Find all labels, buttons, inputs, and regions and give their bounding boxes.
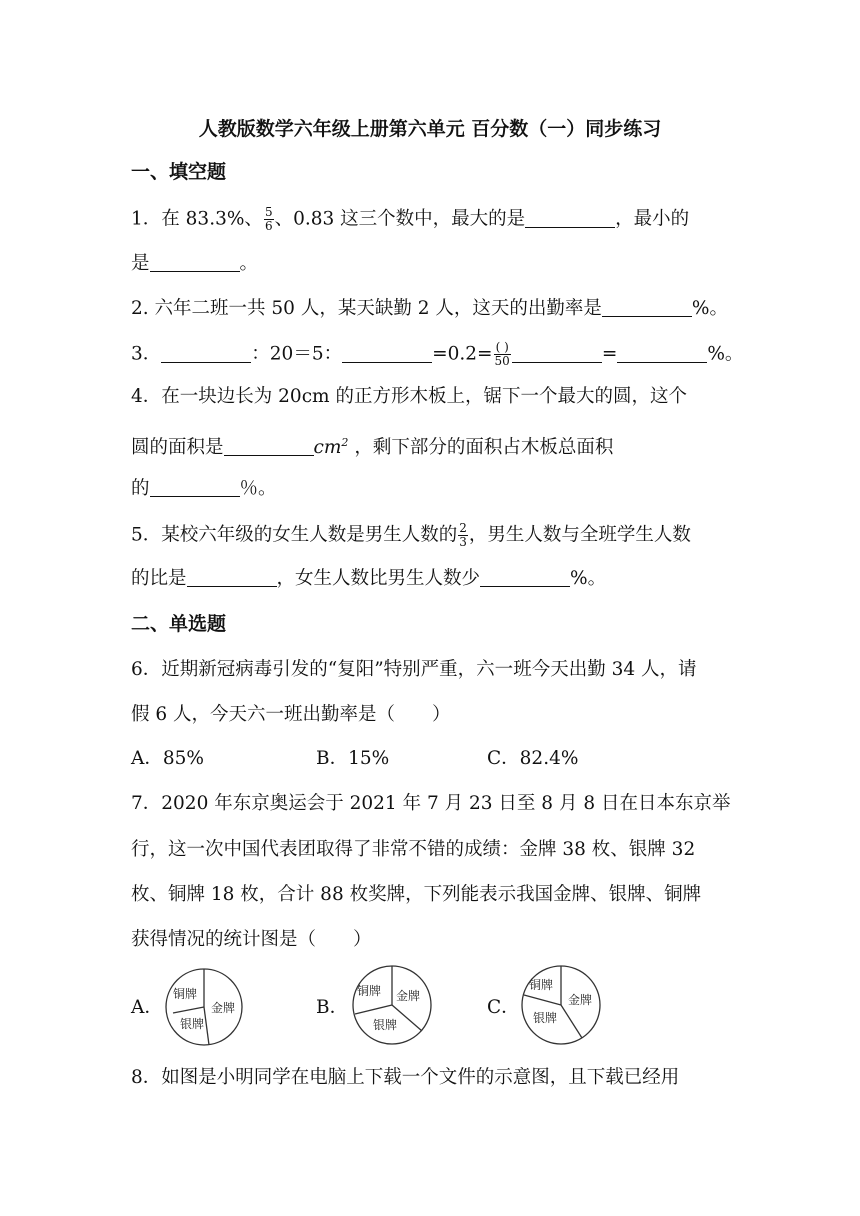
question-5-text-2: ，男生人数与全班学生人数 xyxy=(468,524,691,546)
pie-label-silver: 银牌 xyxy=(533,1011,558,1025)
question-7-option-b[interactable]: B． xyxy=(316,997,349,1018)
question-1-text-2: 、0.83 这三个数中，最大的是 xyxy=(274,208,526,230)
question-5-text-3: 的比是 xyxy=(131,568,187,589)
question-3-text-4: %。 xyxy=(707,343,744,365)
pie-label-gold: 金牌 xyxy=(568,993,593,1007)
question-6-line-2: 假 6 人，今天六一班出勤率是（ ） xyxy=(131,704,451,725)
pie-label-gold: 金牌 xyxy=(396,989,421,1003)
question-4-text: 圆的面积是 xyxy=(131,437,224,459)
answer-blank[interactable] xyxy=(525,209,615,228)
question-5-fraction: $\frac{2}{3}$ xyxy=(459,521,467,549)
question-7-line-4: 获得情况的统计图是（ ） xyxy=(131,929,372,950)
answer-blank[interactable] xyxy=(617,344,707,363)
answer-blank[interactable] xyxy=(602,298,692,317)
answer-blank[interactable] xyxy=(150,478,240,497)
question-1-line-1 xyxy=(131,206,689,233)
question-2-text-2: %。 xyxy=(691,298,728,319)
question-5-line-1 xyxy=(131,522,691,549)
section-fill-blank-heading: 一、填空题 xyxy=(131,161,227,183)
question-1-number: 1． xyxy=(131,208,162,230)
question-7-line-1: 7．2020 年东京奥运会于 2021 年 7 月 23 日至 8 月 8 日在日本东京举 xyxy=(131,793,731,814)
question-4-line-1: 4．在一块边长为 20cm 的正方形木板上，锯下一个最大的圆，这个 xyxy=(131,386,687,407)
question-3-text-2: =0.2= xyxy=(432,343,493,365)
page-title: 人教版数学六年级上册第六单元 百分数（一）同步练习 xyxy=(198,118,662,140)
question-3-text-3: = xyxy=(601,343,618,365)
question-3 xyxy=(131,341,743,368)
question-6-option-c[interactable]: C．82.4% xyxy=(487,748,579,769)
answer-blank[interactable] xyxy=(480,568,570,587)
question-1-fraction: $\frac{5}{6}$ xyxy=(264,205,273,233)
answer-blank[interactable] xyxy=(150,253,240,272)
pie-label-silver: 银牌 xyxy=(373,1018,398,1032)
question-1-text-5: 。 xyxy=(239,253,259,274)
question-3-number: 3． xyxy=(131,343,162,365)
answer-blank[interactable] xyxy=(187,568,277,587)
question-5-text-5: %。 xyxy=(570,568,607,589)
question-2 xyxy=(131,297,728,321)
question-5-text: 5．某校六年级的女生人数是男生人数的 xyxy=(131,524,458,546)
answer-blank[interactable] xyxy=(512,344,602,363)
answer-blank[interactable] xyxy=(342,344,432,363)
pie-chart-option-c xyxy=(518,962,604,1048)
question-6-option-a[interactable]: A．85% xyxy=(131,748,204,769)
question-1-text-4: 是 xyxy=(131,253,150,274)
question-4-line-3 xyxy=(131,477,277,501)
question-3-text: ：20＝5： xyxy=(251,343,343,365)
unit-cm-squared: $cm^2$ xyxy=(313,436,349,459)
pie-label-bronze: 铜牌 xyxy=(173,987,198,1001)
pie-label-silver: 银牌 xyxy=(180,1017,205,1031)
question-1-text: 在 83.3%、 xyxy=(161,208,263,230)
question-4-text-4: ％。 xyxy=(239,478,277,499)
question-7-option-a[interactable]: A． xyxy=(131,997,163,1018)
section-single-choice-heading: 二、单选题 xyxy=(131,613,227,635)
answer-blank[interactable] xyxy=(224,437,314,456)
question-7-option-c[interactable]: C． xyxy=(487,997,520,1018)
question-6-option-b[interactable]: B．15% xyxy=(316,748,390,769)
question-4-text-2: ，剩下部分的面积占木板总面积 xyxy=(354,437,614,459)
pie-label-bronze: 铜牌 xyxy=(529,978,554,992)
question-2-text: 2. 六年二班一共 50 人，某天缺勤 2 人，这天的出勤率是 xyxy=(131,298,602,319)
question-7-line-2: 行，这一次中国代表团取得了非常不错的成绩：金牌 38 枚、银牌 32 xyxy=(131,839,696,860)
question-4-text-3: 的 xyxy=(131,478,150,499)
answer-blank[interactable] xyxy=(161,344,251,363)
question-3-fraction: $\frac{( )}{50}$ xyxy=(494,340,510,368)
pie-label-bronze: 铜牌 xyxy=(357,984,382,998)
pie-chart-option-a xyxy=(163,966,245,1048)
question-8-line-1: 8．如图是小明同学在电脑上下载一个文件的示意图，且下载已经用 xyxy=(131,1067,680,1088)
question-1-text-3: ，最小的 xyxy=(615,208,690,230)
pie-chart-option-b xyxy=(349,962,435,1048)
question-6-line-1: 6．近期新冠病毒引发的“复阳”特别严重，六一班今天出勤 34 人，请 xyxy=(131,659,697,680)
question-5-text-4: ，女生人数比男生人数少 xyxy=(276,568,481,589)
pie-label-gold: 金牌 xyxy=(211,1001,236,1015)
question-1-line-2 xyxy=(131,252,258,276)
question-7-line-3: 枚、铜牌 18 枚，合计 88 枚奖牌，下列能表示我国金牌、银牌、铜牌 xyxy=(131,884,702,905)
question-4-line-2 xyxy=(131,431,613,460)
question-5-line-2 xyxy=(131,567,606,591)
